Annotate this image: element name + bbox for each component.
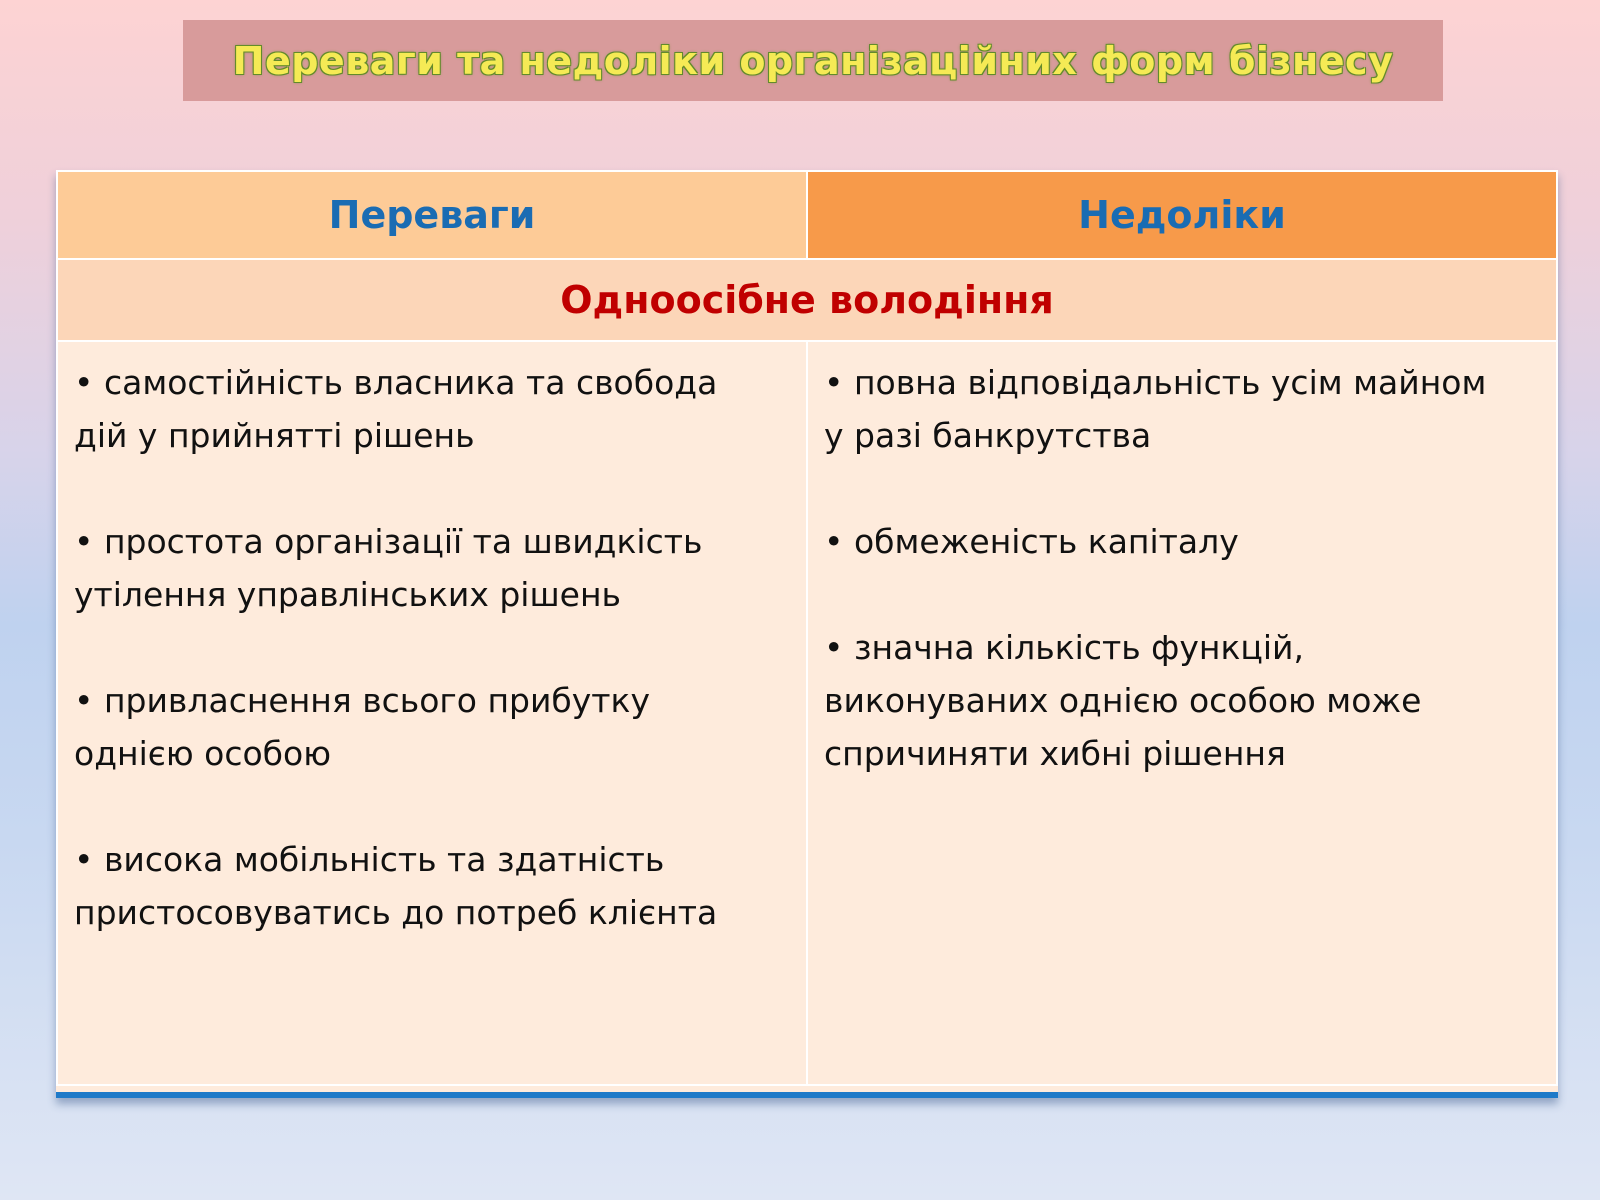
disadvantage-item: • значна кількість функцій, виконуваних однією особою може спричиняти хибні рішення	[824, 628, 1422, 773]
table-grid	[56, 170, 1558, 1086]
advantages-header-label: Переваги	[328, 193, 536, 237]
advantage-item: • привласнення всього прибутку однією особою	[74, 681, 650, 773]
content-row	[57, 341, 1557, 1085]
section-row	[57, 259, 1557, 341]
disadvantages-header	[807, 171, 1557, 259]
header-row	[57, 171, 1557, 259]
section-title: Одноосібне володіння	[560, 278, 1054, 322]
advantages-cell	[57, 341, 807, 1085]
disadvantage-item: • обмеженість капіталу	[824, 522, 1239, 561]
slide-title: Переваги та недоліки організаційних форм бізнесу	[232, 38, 1394, 83]
advantage-item: • простота організації та швидкість утілення управлінських рішень	[74, 522, 703, 614]
section-title-cell	[57, 259, 1557, 341]
disadvantage-item: • повна відповідальність усім майном у разі банкрутства	[824, 363, 1487, 455]
disadvantages-header-label: Недоліки	[1078, 193, 1286, 237]
advantage-item: • самостійність власника та свобода дій у прийнятті рішень	[74, 363, 718, 455]
disadvantages-cell	[807, 341, 1557, 1085]
comparison-table	[56, 170, 1558, 1098]
advantages-header	[57, 171, 807, 259]
advantage-item: • висока мобільність та здатність пристосовуватись до потреб клієнта	[74, 840, 718, 932]
title-banner	[183, 20, 1443, 101]
